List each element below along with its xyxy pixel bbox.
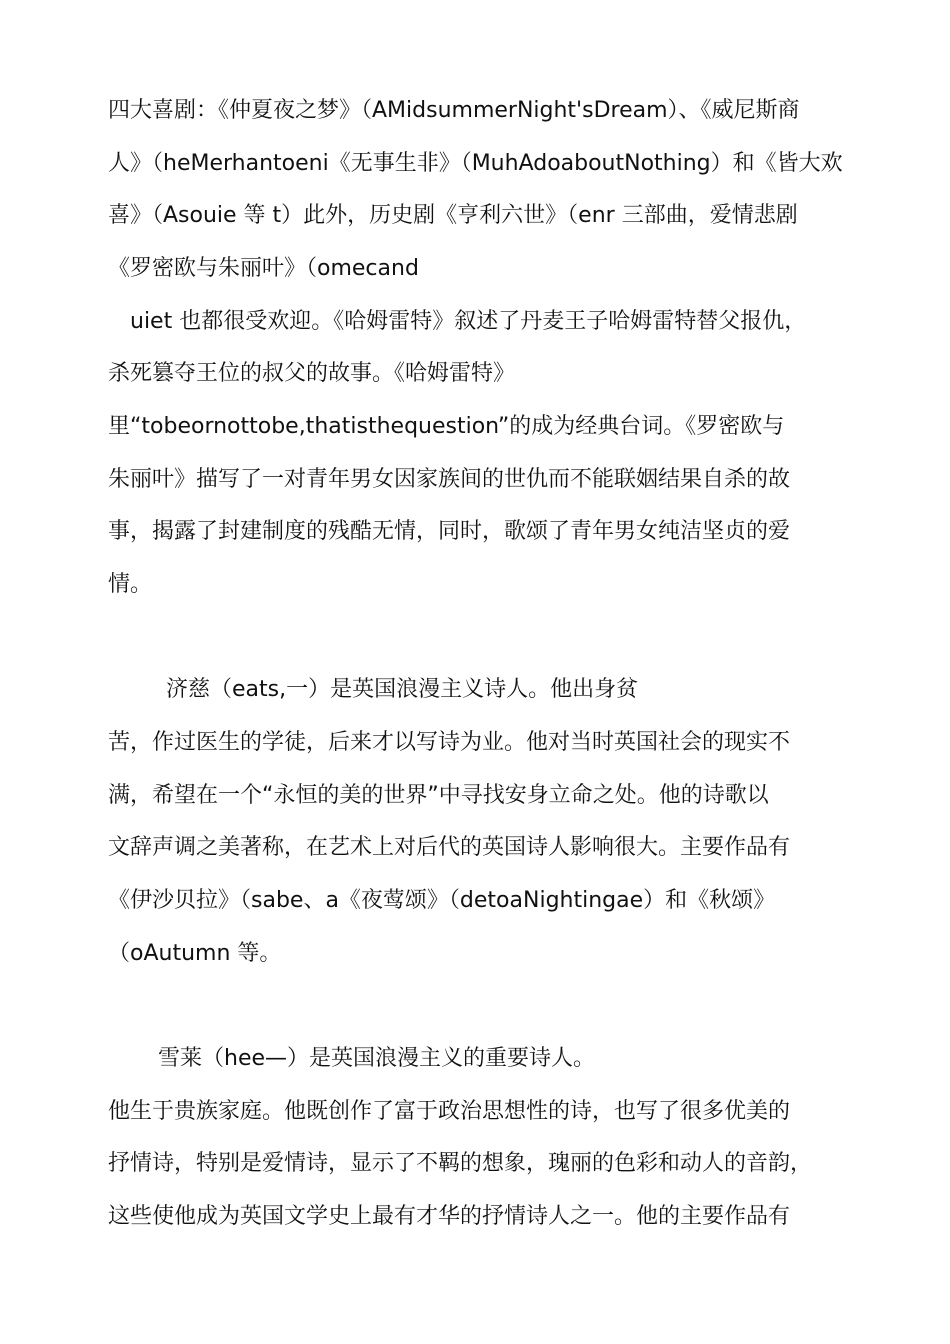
text-line: 情。 bbox=[108, 572, 153, 597]
text-line: 满，希望在一个“永恒的美的世界”中寻找安身立命之处。他的诗歌以 bbox=[108, 783, 769, 808]
text-line: 济慈（eats,一）是英国浪漫主义诗人。他出身贫 bbox=[166, 677, 639, 702]
text-line: 抒情诗，特别是爱情诗，显示了不羁的想象，瑰丽的色彩和动人的音韵， bbox=[108, 1151, 813, 1176]
text-line: 雪莱（hee—）是英国浪漫主义的重要诗人。 bbox=[158, 1046, 596, 1071]
text-line: 四大喜剧：《仲夏夜之梦》（AMidsummerNight'sDream）、《威尼斯商 bbox=[108, 98, 800, 123]
text-line: 人》（heMerhantoeni《无事生非》（MuhAdoaboutNothing）和《皆大欢 bbox=[108, 151, 843, 176]
text-line: （oAutumn 等。 bbox=[108, 941, 282, 966]
text-line: 事，揭露了封建制度的残酷无情，同时，歌颂了青年男女纯洁坚贞的爱 bbox=[108, 519, 791, 544]
text-line: 这些使他成为英国文学史上最有才华的抒情诗人之一。他的主要作品有 bbox=[108, 1204, 791, 1229]
text-line: 苦，作过医生的学徒，后来才以写诗为业。他对当时英国社会的现实不 bbox=[108, 730, 791, 755]
text-line: 里“tobeornottobe,thatisthequestion”的成为经典台词。《罗密欧与 bbox=[108, 414, 785, 439]
text-line: 杀死篡夺王位的叔父的故事。《哈姆雷特》 bbox=[108, 361, 516, 386]
text-line: 文辞声调之美著称，在艺术上对后代的英国诗人影响很大。主要作品有 bbox=[108, 835, 791, 860]
text-line: 他生于贵族家庭。他既创作了富于政治思想性的诗，也写了很多优美的 bbox=[108, 1099, 791, 1124]
text-line: uiet 也都很受欢迎。《哈姆雷特》叙述了丹麦王子哈姆雷特替父报仇， bbox=[130, 309, 807, 334]
text-line: 《罗密欧与朱丽叶》（omecand bbox=[108, 256, 419, 281]
text-line: 喜》（Asouie 等 t）此外，历史剧《亨利六世》（enr 三部曲，爱情悲剧 bbox=[108, 203, 798, 228]
text-line: 《伊沙贝拉》（sabe、a《夜莺颂》（detoaNightingae）和《秋颂》 bbox=[108, 888, 776, 913]
text-line: 朱丽叶》描写了一对青年男女因家族间的世仇而不能联姻结果自杀的故 bbox=[108, 467, 791, 492]
